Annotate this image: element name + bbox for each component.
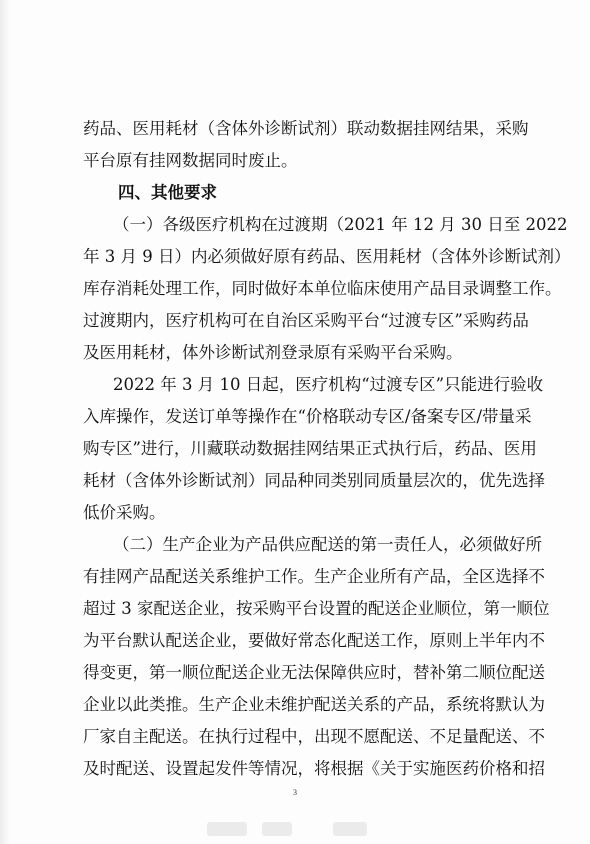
paragraph-line: （一）各级医疗机构在过渡期（2021 年 12 月 30 日至 2022 <box>113 215 568 234</box>
paragraph-line: 入库操作，发送订单等操作在“价格联动专区/备案专区/带量采 <box>83 407 532 426</box>
paragraph-line: 得变更，第一顺位配送企业无法保障供应时，替补第二顺位配送 <box>83 663 545 682</box>
paragraph-line: （二）生产企业为产品供应配送的第一责任人，必须做好所 <box>113 535 542 554</box>
paragraph-line: 及时配送、设置起发件等情况，将根据《关于实施医药价格和招 <box>83 759 545 778</box>
paragraph-line: 有挂网产品配送关系维护工作。生产企业所有产品，全区选择不 <box>83 567 545 586</box>
paragraph-line: 低价采购。 <box>83 503 166 522</box>
section-heading: 四、其他要求 <box>118 183 217 202</box>
paragraph-line: 药品、医用耗材（含体外诊断试剂）联动数据挂网结果，采购 <box>83 119 529 138</box>
paragraph-line: 耗材（含体外诊断试剂）同品种同类别同质量层次的，优先选择 <box>83 471 545 490</box>
bleed-through-mark <box>207 822 247 836</box>
paragraph-line: 2022 年 3 月 10 日起，医疗机构“过渡专区”只能进行验收 <box>113 375 544 394</box>
paragraph-line: 厂家自主配送。在执行过程中，出现不愿配送、不足量配送、不 <box>83 727 545 746</box>
paragraph-line: 及医用耗材，体外诊断试剂登录原有采购平台采购。 <box>83 343 463 362</box>
paragraph-line: 年 3 月 9 日）内必须做好原有药品、医用耗材（含体外诊断试剂） <box>83 247 571 266</box>
paragraph-line: 库存消耗处理工作，同时做好本单位临床使用产品目录调整工作。 <box>83 279 562 298</box>
bleed-through-mark <box>333 822 367 836</box>
paragraph-line: 购专区”进行，川藏联动数据挂网结果正式执行后，药品、医用 <box>83 439 537 458</box>
paragraph-line: 过渡期内，医疗机构可在自治区采购平台“过渡专区”采购药品 <box>83 311 529 330</box>
paragraph-line: 为平台默认配送企业，要做好常态化配送工作，原则上半年内不 <box>83 631 545 650</box>
scan-edge-shadow <box>0 0 10 844</box>
bleed-through-mark <box>262 822 292 836</box>
paragraph-line: 平台原有挂网数据同时废止。 <box>83 151 298 170</box>
page-number: 3 <box>293 788 297 797</box>
paragraph-line: 超过 3 家配送企业，按采购平台设置的配送企业顺位，第一顺位 <box>83 599 550 618</box>
paragraph-line: 企业以此类推。生产企业未维护配送关系的产品，系统将默认为 <box>83 695 545 714</box>
